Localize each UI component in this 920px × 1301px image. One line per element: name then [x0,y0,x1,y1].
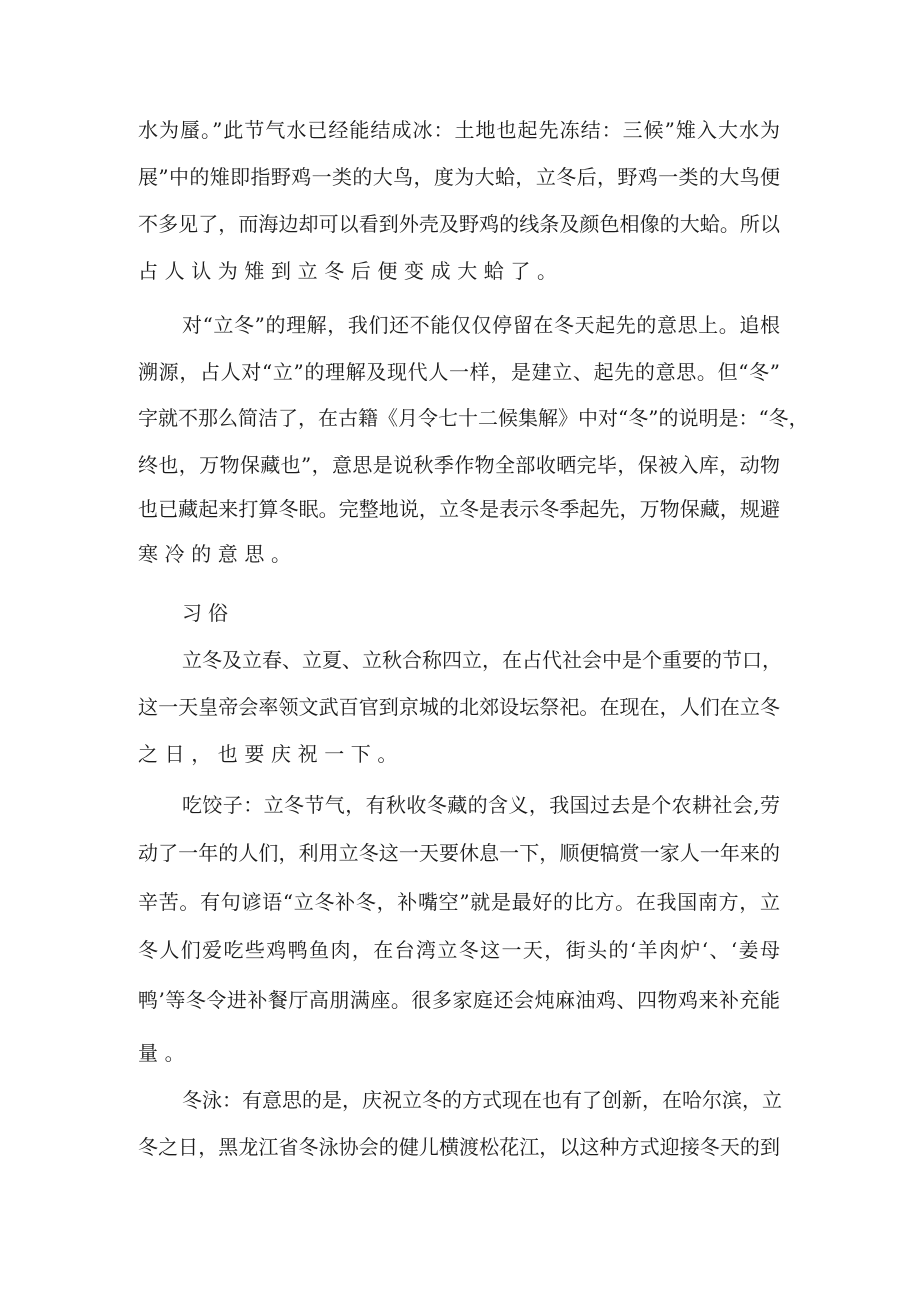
paragraph-line: 动了一年的人们，利用立冬这一天要休息一下，顺便犒赏一家人一年来的 [138,841,780,865]
paragraph-line: 占人认为雉到立冬后便变成大蛤了。 [138,259,564,283]
paragraph-line: 辛苦。有句谚语“立冬补冬，补嘴空”就是最好的比方。在我国南方，立 [138,890,780,914]
paragraph-line: 这一天皇帝会率领文武百官到京城的北郊设坛祭祀。在现在，人们在立冬 [138,695,780,719]
paragraph-line: 展”中的雉即指野鸡一类的大鸟，度为大蛤，立冬后，野鸡一类的大鸟便 [138,165,780,189]
paragraph-line: 吃饺子：立冬节气，有秋收冬藏的含义，我国过去是个农耕社会,劳 [182,793,780,817]
paragraph-line: 溯源，占人对“立”的理解及现代人一样，是建立、起先的意思。但“冬” [138,360,780,384]
paragraph-line: 冬泳：有意思的是，庆祝立冬的方式现在也有了创新，在哈尔滨，立 [182,1088,782,1112]
paragraph-line: 冬之日，黑龙江省冬泳协会的健儿横渡松花江，以这种方式迎接冬天的到 [138,1135,780,1159]
paragraph-line: 终也，万物保藏也”，意思是说秋季作物全部收晒完毕，保被入库，动物 [138,453,780,477]
paragraph-line: 字就不那么简洁了，在古籍《月令七十二候集解》中对“冬”的说明是：“冬， [138,406,809,430]
paragraph-line: 也已藏起来打算冬眠。完整地说，立冬是表示冬季起先，万物保藏，规避 [138,497,780,521]
paragraph-line: 立冬及立春、立夏、立秋合称四立，在占代社会中是个重要的节口， [182,648,782,672]
paragraph-line: 冬人们爱吃些鸡鸭鱼肉，在台湾立冬这一天，街头的‘羊肉炉‘、‘姜母 [138,938,780,962]
paragraph-line: 之日，也要庆祝一下。 [138,742,404,766]
paragraph-line: 量。 [138,1041,192,1065]
paragraph-line: 寒冷的意思。 [138,542,298,566]
paragraph-line: 不多见了，而海边却可以看到外壳及野鸡的线条及颜色相像的大蛤。所以 [138,212,780,236]
paragraph-line: 对“立冬”的理解，我们还不能仅仅停留在冬天起先的意思上。追根 [182,313,780,337]
paragraph-line: 鸭’等冬令进补餐厅高朋满座。很多家庭还会炖麻油鸡、四物鸡来补充能 [138,988,780,1012]
paragraph-line: 水为蜃。”此节气水已经能结成冰：土地也起先冻结：三候”雉入大水为 [138,118,780,142]
section-heading: 习俗 [182,601,234,625]
